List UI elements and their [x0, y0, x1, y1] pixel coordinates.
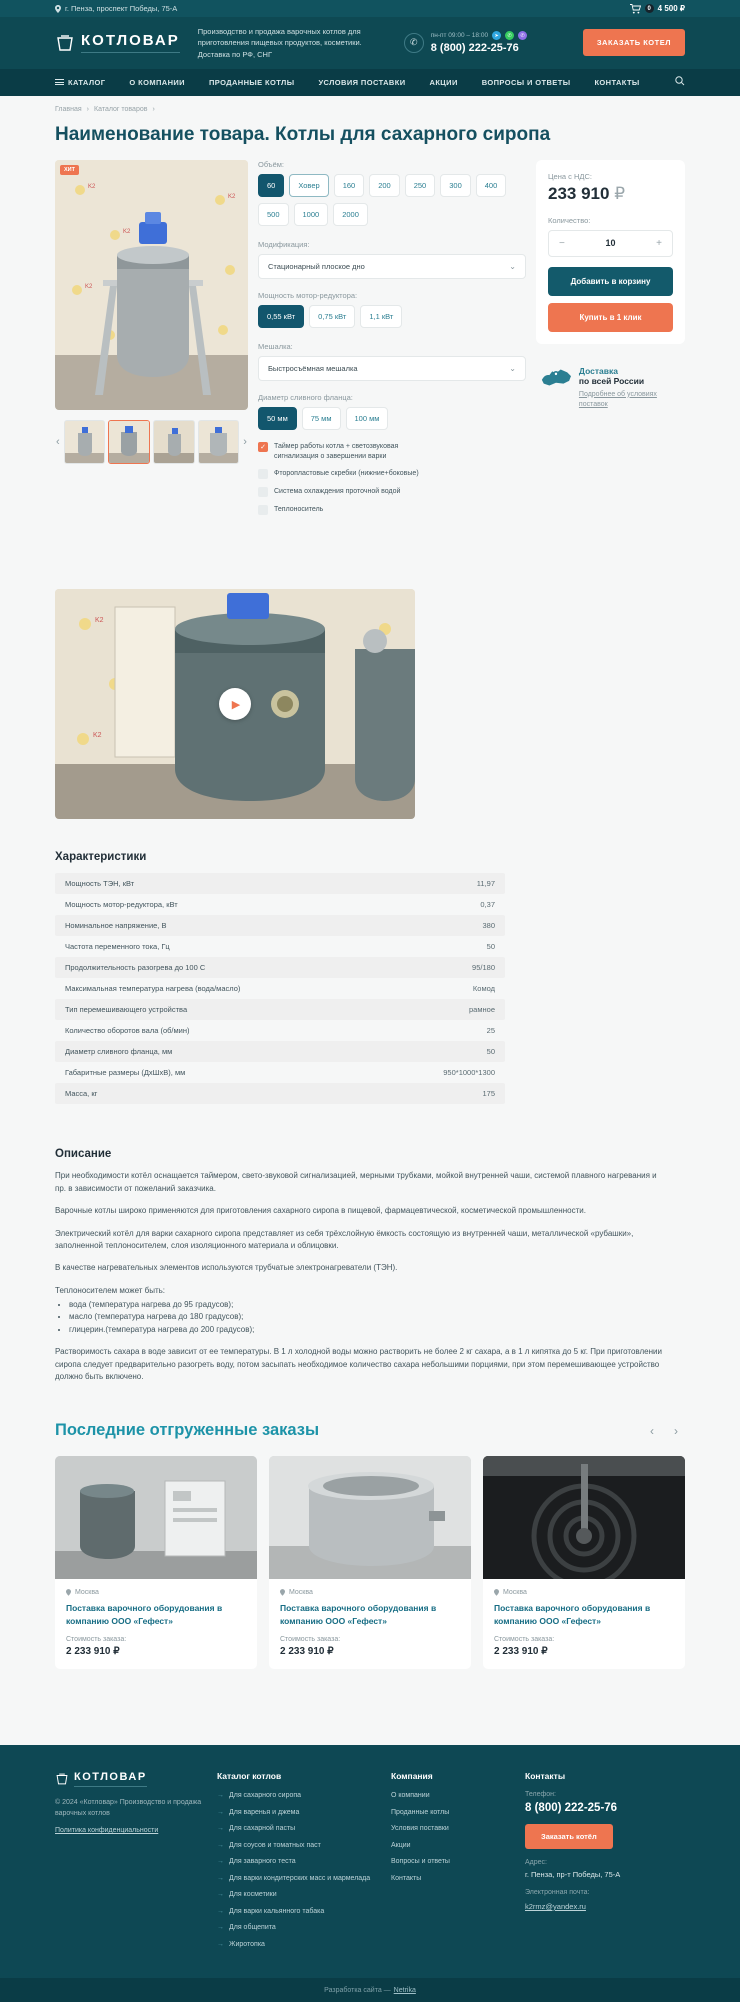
cart[interactable] [630, 4, 685, 14]
volume-chip-300[interactable]: 300 [440, 174, 471, 197]
description-paragraph: Варочные котлы широко применяются для приготовления сахарного сиропа в пищевой, фармацевтической, косметической промышленности. [55, 1206, 586, 1216]
location-pin-icon [280, 1589, 285, 1596]
footer-catalog-link[interactable]: → Для варки кондитерских масс и мармелада [217, 1874, 377, 1885]
cart-count-badge: 0 [645, 4, 654, 13]
quantity-stepper [548, 230, 673, 257]
specs-section [55, 851, 685, 1104]
order-title-link[interactable]: Поставка варочного оборудования в компанию ООО «Гефест» [66, 1603, 223, 1626]
volume-chip-200[interactable]: 200 [369, 174, 400, 197]
price-label: Цена с НДС: [548, 171, 592, 181]
tagline: Производство и продажа варочных котлов для приготовления пищевых продуктов, косметики. Доставка по РФ, СНГ [197, 27, 362, 59]
description-title: Описание [55, 1148, 112, 1161]
footer-company-link[interactable]: О компании [391, 1792, 430, 1800]
spec-row: Номинальное напряжение, В 380 [55, 915, 505, 936]
order-card[interactable] [55, 1456, 257, 1669]
spec-row: Тип перемешивающего устройства рамное [55, 999, 505, 1020]
order-title-link[interactable]: Поставка варочного оборудования в компанию ООО «Гефест» [280, 1603, 437, 1626]
credit-text: Разработка сайта — [324, 1986, 391, 1994]
footer-catalog-title: Каталог котлов [217, 1771, 282, 1782]
delivery-title-2: по всей России [578, 375, 645, 386]
address-text: г. Пенза, проспект Победы, 75-А [65, 4, 178, 13]
russia-map-icon [540, 366, 572, 390]
thumbnail-3[interactable] [153, 420, 195, 464]
kettle-logo-icon [55, 33, 75, 53]
power-chip-055[interactable]: 0,55 кВт [258, 305, 304, 328]
footer-contacts-title: Контакты [525, 1771, 566, 1782]
volume-chip-1000[interactable]: 1000 [294, 203, 329, 226]
volume-chip-250[interactable]: 250 [405, 174, 436, 197]
power-chip-11[interactable]: 1,1 кВт [360, 305, 402, 328]
cart-total: 4 500 ₽ [657, 4, 685, 13]
order-cost: 2 233 910 ₽ [66, 1646, 120, 1658]
footer-company-link[interactable]: Вопросы и ответы [391, 1858, 450, 1866]
volume-chip-hover[interactable]: Ховер [289, 174, 328, 197]
order-city: Москва [280, 1589, 460, 1596]
order-cost: 2 233 910 ₽ [280, 1646, 334, 1658]
footer-phone-link[interactable]: 8 (800) 222-25-76 [525, 1802, 618, 1815]
spec-row: Продолжительность разогрева до 100 С 95/180 [55, 957, 505, 978]
buy-card [536, 160, 685, 344]
arrow-icon: → [217, 1825, 224, 1833]
footer [0, 1745, 740, 1978]
checkbox-scrapers[interactable]: Фторопластовые скребки (нижние+боковые) [258, 469, 526, 479]
delivery-terms-link[interactable]: Подробнее об условиях поставок [578, 390, 657, 408]
footer-company-title: Компания [391, 1771, 433, 1782]
header-phone-link[interactable]: 8 (800) 222-25-76 [430, 42, 519, 55]
footer-catalog-link[interactable]: → Для сахарного сиропа [217, 1791, 377, 1802]
mixer-label: Мешалка: [258, 341, 293, 351]
order-cost-label: Стоимость заказа: [494, 1636, 555, 1644]
checkbox-checked-icon: ✓ [258, 442, 268, 452]
footer-catalog-link[interactable]: → Для косметики [217, 1890, 377, 1901]
power-chip-075[interactable]: 0,75 кВт [309, 305, 355, 328]
footer-catalog-link[interactable]: → Для соусов и томатных паст [217, 1841, 377, 1852]
breadcrumb-separator: › [152, 105, 155, 113]
volume-chip-2000[interactable]: 2000 [333, 203, 368, 226]
orders-next-button[interactable]: › [667, 1422, 685, 1440]
kettle-photo [55, 160, 248, 410]
volume-chip-160[interactable]: 160 [334, 174, 365, 197]
footer-logo[interactable] [55, 1771, 205, 1787]
svg-text:K2: K2 [88, 183, 96, 190]
arrow-icon: → [217, 1858, 224, 1866]
order-city: Москва [66, 1589, 246, 1596]
quantity-label: Количество: [548, 215, 591, 225]
footer-order-button[interactable]: Заказать котёл [525, 1824, 613, 1849]
modification-label: Модификация: [258, 239, 310, 249]
location-pin-icon [55, 5, 61, 13]
specs-table [55, 873, 505, 1104]
checkbox-empty-icon [258, 469, 268, 479]
orders-prev-button[interactable]: ‹ [643, 1422, 661, 1440]
work-hours: пн-пт 09:00 – 18:00 [430, 32, 489, 40]
volume-label: Объём: [258, 159, 284, 169]
checkbox-empty-icon [258, 487, 268, 497]
recent-orders-section [55, 1421, 685, 1669]
description-section [55, 1148, 663, 1383]
arrow-icon: → [217, 1841, 224, 1849]
footer-credit-bar [0, 1978, 740, 2002]
footer-address: г. Пенза, пр-т Победы, 75-А [525, 1870, 621, 1880]
chevron-down-icon: ⌄ [509, 363, 516, 373]
delivery-info [536, 366, 685, 410]
flange-chip-75[interactable]: 75 мм [302, 407, 341, 430]
store-address [55, 4, 177, 13]
footer-company-link[interactable]: Контакты [391, 1874, 422, 1882]
checkbox-timer[interactable]: ✓ Таймер работы котла + светозвуковая сигнализация о завершении варки [258, 442, 526, 462]
orders-title: Последние отгруженные заказы [55, 1421, 320, 1440]
qty-minus-button[interactable]: − [559, 237, 565, 249]
nav-item-faq[interactable]: ВОПРОСЫ И ОТВЕТЫ [481, 77, 571, 87]
ruble-sign: ₽ [614, 183, 626, 203]
page-title: Наименование товара. Котлы для сахарного сиропа [55, 123, 551, 145]
main-nav [0, 69, 740, 96]
modification-select[interactable]: Стационарный плоское дно ⌄ [258, 254, 526, 279]
order-card-image [269, 1456, 471, 1579]
extras-checkboxes [258, 442, 526, 516]
phone-icon: ✆ [404, 33, 424, 53]
thumbnail-2-active[interactable] [108, 420, 150, 464]
footer-email-label: Электронная почта: [525, 1889, 590, 1897]
description-list-intro: Теплоносителем может быть: [55, 1285, 166, 1295]
viber-icon[interactable]: ✆ [518, 31, 527, 40]
spec-row: Частота переменного тока, Гц 50 [65, 942, 495, 952]
footer-phone-label: Телефон: [525, 1791, 556, 1799]
footer-copyright: © 2024 «Котловар» Производство и продажа варочных котлов [55, 1799, 202, 1818]
footer-email-link[interactable]: k2rmz@yandex.ru [525, 1902, 586, 1912]
product-section [55, 160, 685, 524]
breadcrumb [55, 106, 685, 113]
footer-address-label: Адрес: [525, 1859, 547, 1867]
qty-value: 10 [605, 238, 616, 249]
nav-item-about[interactable]: О КОМПАНИИ [129, 77, 185, 87]
spec-row: Мощность ТЭН, кВт 11,97 [55, 873, 505, 894]
footer-catalog-link[interactable]: → Для заварного теста [217, 1857, 377, 1868]
volume-chip-400[interactable]: 400 [476, 174, 507, 197]
location-pin-icon [494, 1589, 499, 1596]
power-label: Мощность мотор-редуктора: [258, 290, 358, 300]
list-item: • глицерин.(температура нагрева до 200 градусов); [69, 1324, 663, 1336]
product-main-image[interactable] [55, 160, 248, 410]
nav-item-sold-kettles[interactable]: ПРОДАННЫЕ КОТЛЫ [208, 77, 295, 87]
checkbox-empty-icon [258, 505, 268, 515]
delivery-title-1: Доставка [578, 365, 618, 376]
play-button[interactable]: ▶ [219, 688, 251, 720]
spec-row: Количество оборотов вала (об/мин) 25 [65, 1026, 495, 1036]
product-options [258, 160, 526, 524]
spec-row: Мощность мотор-редуктора, кВт 0,37 [65, 900, 495, 910]
hit-badge: ХИТ [60, 165, 79, 175]
thumbs-next-button[interactable]: › [243, 435, 247, 448]
list-item: • масло (температура нагрева до 180 градусов); [69, 1311, 663, 1323]
product-video[interactable] [55, 589, 415, 819]
qty-plus-button[interactable]: + [656, 237, 662, 249]
add-to-cart-button[interactable]: Добавить в корзину [548, 267, 673, 296]
header [0, 17, 740, 69]
order-title-link[interactable]: Поставка варочного оборудования в компанию ООО «Гефест» [494, 1603, 651, 1626]
privacy-policy-link[interactable]: Политика конфиденциальности [55, 1827, 159, 1835]
footer-catalog-link[interactable]: → Для варенья и джема [217, 1808, 377, 1819]
footer-company-link[interactable]: Акции [391, 1841, 411, 1849]
thumbs-prev-button[interactable]: ‹ [56, 435, 60, 448]
kettle-logo-icon [55, 1772, 69, 1786]
arrow-icon: → [217, 1808, 224, 1816]
search-icon[interactable] [675, 76, 685, 89]
spec-row: Габаритные размеры (ДхШхВ), мм 950*1000*1300 [65, 1068, 495, 1078]
buy-one-click-button[interactable]: Купить в 1 клик [548, 303, 673, 332]
order-kettle-button[interactable]: ЗАКАЗАТЬ КОТЕЛ [583, 29, 685, 56]
description-paragraph: При необходимости котёл оснащается таймером, свето-звуковой сигнализацией, мерными трубками, мойкой внутренней чаши, системой плавного нагревания и пр. в зависимости от пожеланий заказчика. [55, 1171, 657, 1193]
order-card[interactable] [269, 1456, 471, 1669]
description-paragraph: В качестве нагревательных элементов используются трубчатые электронагреватели (ТЭН). [55, 1263, 398, 1273]
breadcrumb-separator: › [86, 105, 89, 113]
price-value: 233 910 ₽ [548, 183, 626, 203]
logo[interactable] [55, 32, 180, 53]
nav-item-promotions[interactable]: АКЦИИ [429, 77, 458, 87]
whatsapp-icon[interactable]: ✆ [505, 31, 514, 40]
order-card-image [483, 1456, 685, 1579]
telegram-icon[interactable]: ➤ [492, 31, 501, 40]
location-pin-icon [66, 1589, 71, 1596]
volume-chip-60[interactable]: 60 [258, 174, 284, 197]
footer-company-link[interactable]: Проданные котлы [391, 1808, 450, 1816]
spec-row: Диаметр сливного фланца, мм 50 [55, 1041, 505, 1062]
order-cost-label: Стоимость заказа: [66, 1636, 127, 1644]
arrow-icon: → [217, 1792, 224, 1800]
footer-catalog-link[interactable]: → Жиротопка [217, 1940, 377, 1951]
footer-catalog-link[interactable]: → Для общепита [217, 1923, 377, 1934]
order-card-image [55, 1456, 257, 1579]
mixer-select[interactable]: Быстросъёмная мешалка ⌄ [258, 356, 526, 381]
order-city: Москва [494, 1589, 674, 1596]
checkbox-heat-carrier[interactable]: Теплоноситель [258, 505, 526, 515]
spec-row: Максимальная температура нагрева (вода/масло) Комод [65, 984, 495, 994]
arrow-icon: → [217, 1891, 224, 1899]
chevron-down-icon: ⌄ [509, 261, 516, 271]
flange-chip-50[interactable]: 50 мм [258, 407, 297, 430]
specs-title: Характеристики [55, 851, 147, 864]
thumbnail-1[interactable] [64, 420, 106, 464]
svg-text:K2: K2 [93, 732, 102, 740]
description-paragraph: Электрический котёл для варки сахарного сиропа представляет из себя трёхслойную ёмкость состоящую из внутренней чаши, металлической «рубашки», заполненной теплоносителем, слоя изоляционного материала и облицовки. [55, 1228, 634, 1250]
description-paragraph: Растворимость сахара в воде зависит от ее температуры. В 1 л холодной воды можно растворить не более 2 кг сахара, а в 1 л кипятка до 5 кг. При приготовлении сиропа следует предварительно разогреть воду, потом засыпать необходимое количество сахара небольшими порциями, при этом перемешивающее устройство должно быть включено. [55, 1347, 662, 1382]
arrow-icon: → [217, 1940, 224, 1948]
thumbnail-strip [55, 420, 248, 464]
footer-catalog-link[interactable]: → Для варки кальянного табака [217, 1907, 377, 1918]
nav-item-delivery-terms[interactable]: УСЛОВИЯ ПОСТАВКИ [318, 77, 406, 87]
order-card[interactable] [483, 1456, 685, 1669]
thumbnail-4[interactable] [198, 420, 240, 464]
list-item: • вода (температура нагрева до 95 градусов); [69, 1299, 663, 1311]
footer-company-link[interactable]: Условия поставки [391, 1825, 449, 1833]
footer-catalog-link[interactable]: → Для сахарной пасты [217, 1824, 377, 1835]
checkbox-cooling[interactable]: Система охлаждения проточной водой [258, 487, 526, 497]
svg-text:K2: K2 [228, 193, 236, 200]
heat-carrier-list [69, 1299, 663, 1336]
cart-icon [630, 4, 641, 14]
flange-label: Диаметр сливного фланца: [258, 392, 353, 402]
arrow-icon: → [217, 1874, 224, 1882]
topbar [0, 0, 740, 17]
breadcrumb-catalog[interactable]: Каталог товаров [94, 105, 148, 113]
credit-link[interactable]: Netrika [393, 1986, 416, 1994]
logo-text: КОТЛОВАР [81, 32, 180, 53]
breadcrumb-home[interactable]: Главная [55, 105, 82, 113]
spec-row: Масса, кг 175 [55, 1083, 505, 1104]
hamburger-icon [55, 78, 64, 87]
nav-item-contacts[interactable]: КОНТАКТЫ [594, 77, 640, 87]
arrow-icon: → [217, 1907, 224, 1915]
arrow-icon: → [217, 1924, 224, 1932]
svg-text:K2: K2 [123, 228, 131, 235]
volume-chip-500[interactable]: 500 [258, 203, 289, 226]
footer-logo-text: КОТЛОВАР [74, 1771, 147, 1787]
nav-item-catalog[interactable]: КАТАЛОГ [55, 78, 105, 87]
svg-text:K2: K2 [85, 283, 93, 290]
order-cost-label: Стоимость заказа: [280, 1636, 341, 1644]
svg-text:K2: K2 [95, 617, 104, 625]
flange-chip-100[interactable]: 100 мм [346, 407, 389, 430]
order-cost: 2 233 910 ₽ [494, 1646, 548, 1658]
